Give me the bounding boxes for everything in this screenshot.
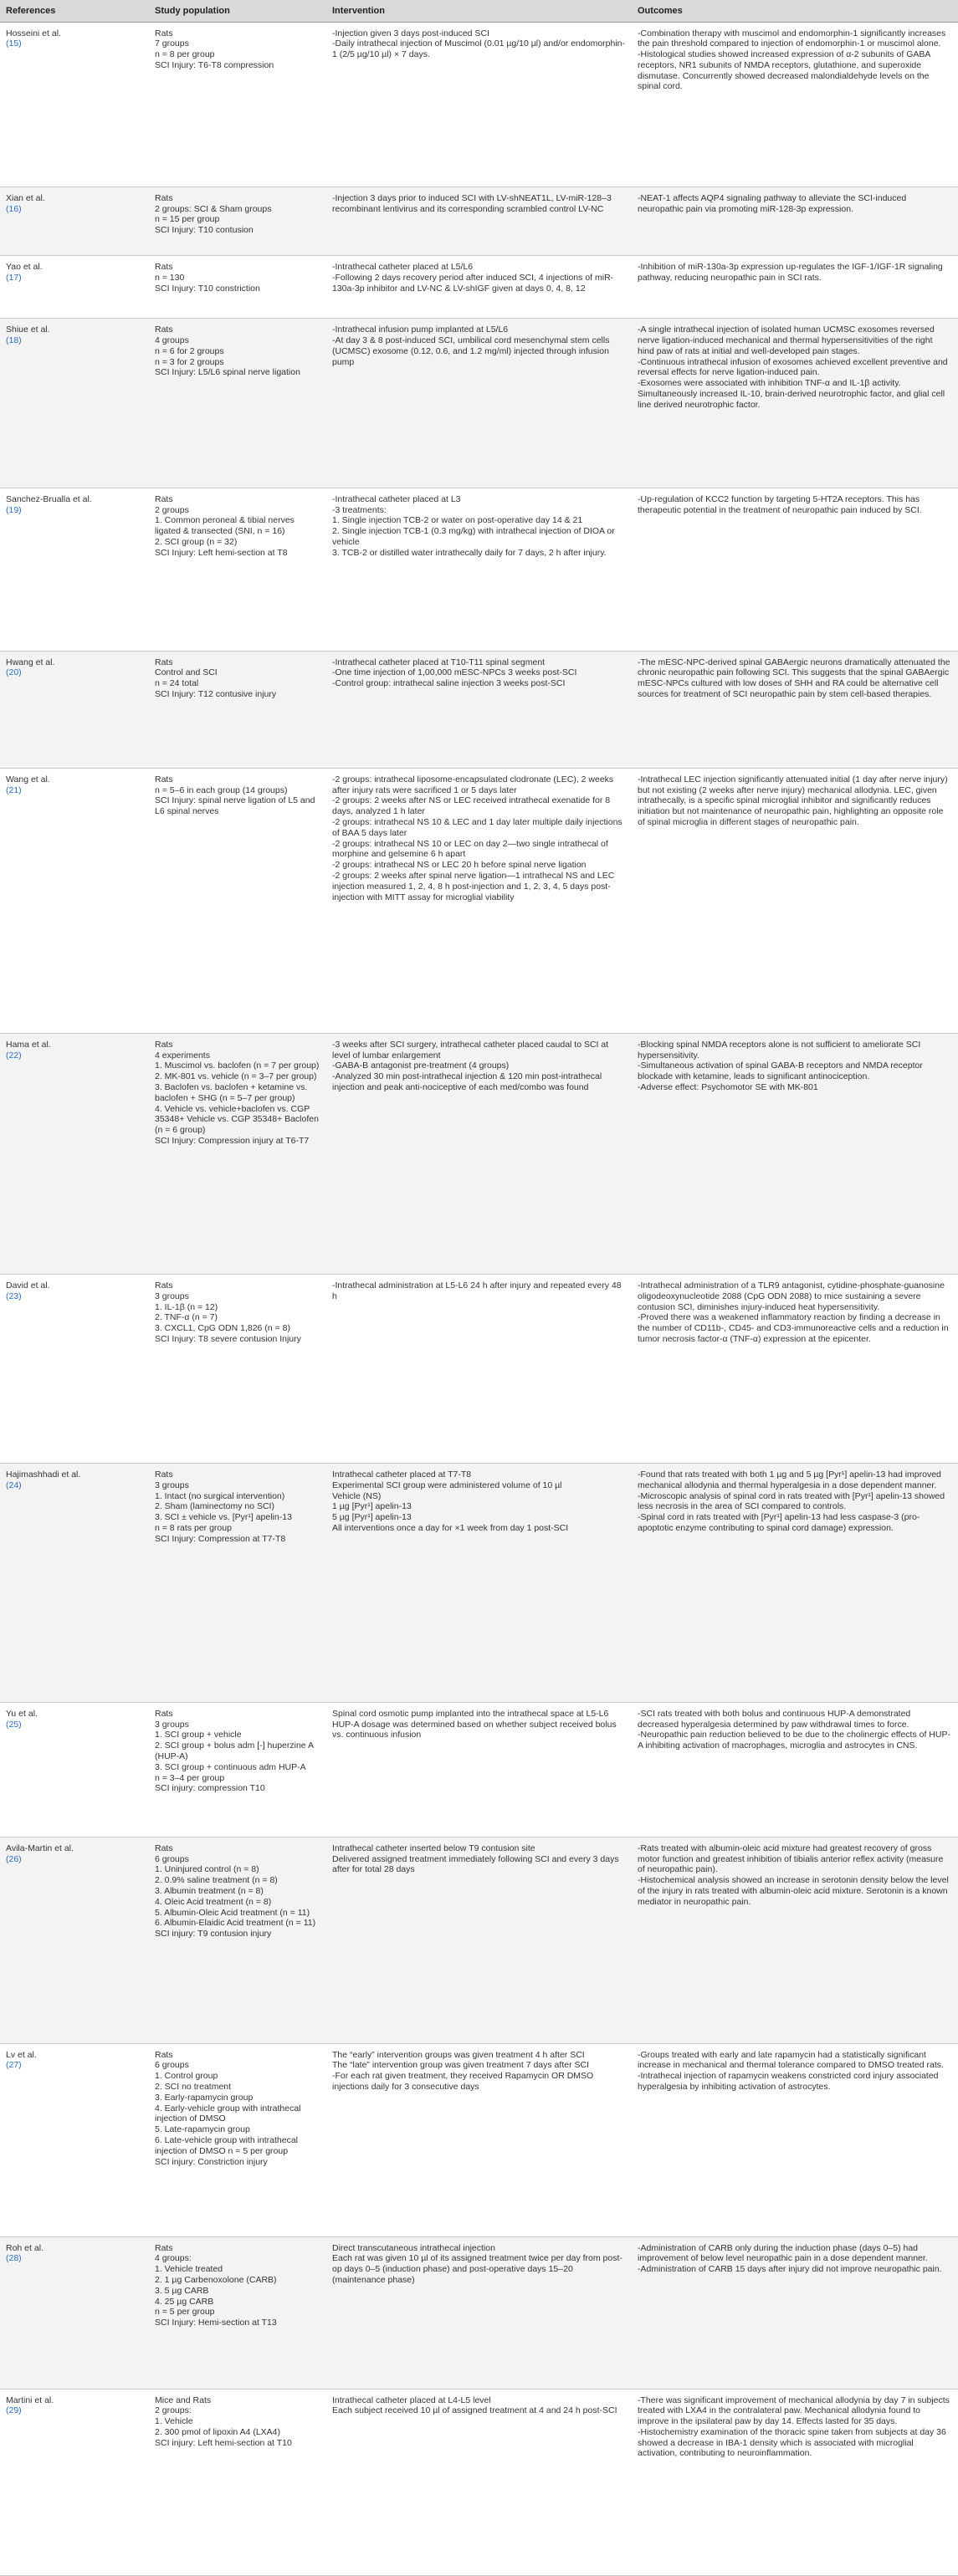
population-cell	[149, 768, 326, 1033]
population-cell	[149, 2043, 326, 2236]
reference-cell	[0, 2236, 149, 2389]
population-cell	[149, 1464, 326, 1703]
intervention-line: -Intrathecal catheter placed at L3	[332, 493, 461, 504]
reference-citation-link[interactable]: (22)	[6, 1050, 22, 1061]
population-line: 1. Uninjured control (n = 8)	[155, 1864, 259, 1875]
population-line: n = 130	[155, 272, 185, 283]
population-line: Rats	[155, 2049, 173, 2060]
outcomes-cell	[632, 2043, 958, 2236]
outcomes-cell	[632, 255, 958, 318]
population-line: 4. 25 µg CARB	[155, 2296, 214, 2307]
outcomes-line: -Up-regulation of KCC2 function by targeting 5-HT2A receptors. This has therapeutic potential in the treatment of neuropathic pain induced by SCI.	[638, 493, 922, 515]
reference-name: Yao et al.	[6, 261, 43, 272]
intervention-line: -Intrathecal administration at L5-L6 24 h after injury and repeated every 48 h	[332, 1280, 622, 1301]
population-line: 3 groups	[155, 1291, 189, 1301]
intervention-line: -GABA-B antagonist pre-treatment (4 groups)	[332, 1061, 510, 1071]
population-cell	[149, 1702, 326, 1837]
intervention-cell	[326, 1033, 632, 1274]
reference-citation-link[interactable]: (25)	[6, 1719, 22, 1730]
intervention-line: -Daily intrathecal injection of Muscimol (0.01 µg/10 µl) and/or endomorphin-1 (2/5 µg/10 µl) × 7 days.	[332, 38, 626, 60]
population-cell	[149, 1837, 326, 2043]
intervention-line: -Control group: intrathecal saline injection 3 weeks post-SCI	[332, 678, 566, 689]
outcomes-line: -Adverse effect: Psychomotor SE with MK-801	[638, 1081, 818, 1092]
table-header	[0, 0, 958, 22]
reference-cell	[0, 1275, 149, 1464]
table-row	[0, 1464, 958, 1703]
intervention-line: -2 groups: intrathecal NS 10 & LEC and 1 day later multiple daily injections of BAA 5 days later	[332, 817, 622, 838]
intervention-cell	[326, 1837, 632, 2043]
intervention-cell	[326, 187, 632, 255]
outcomes-line: -Histochemistry examination of the thoracic spine taken from subjects at day 36 showed a decrease in IBA-1 density which is associated with microglial activation, contributing to neuroinflammation.	[638, 2426, 946, 2459]
intervention-line: -Analyzed 30 min post-intrathecal injection & 120 min post-intrathecal injection and peak anti-nociceptive of each med/combo was found	[332, 1071, 602, 1092]
population-line: Rats	[155, 1039, 173, 1050]
reference-citation-link[interactable]: (20)	[6, 667, 22, 678]
reference-cell	[0, 2389, 149, 2576]
population-line: 3. 5 µg CARB	[155, 2285, 209, 2296]
outcomes-line: -Spinal cord in rats treated with [Pyr¹] apelin-13 had less caspase-3 (pro-apoptotic enzyme contributing to spinal cord damage) expression.	[638, 1512, 920, 1534]
outcomes-line: -Histological studies showed increased expression of α-2 subunits of GABA receptors, NR1 subunits of NMDA receptors, glutathione, and superoxide dismutase. Concurrently showed decreased malondialdehyde levels on the spinal cord.	[638, 49, 930, 92]
reference-citation-link[interactable]: (15)	[6, 38, 22, 49]
reference-cell	[0, 255, 149, 318]
population-cell	[149, 1275, 326, 1464]
population-line: n = 6 for 2 groups	[155, 345, 224, 356]
population-line: 4 groups:	[155, 2253, 192, 2264]
table-row	[0, 2389, 958, 2576]
outcomes-cell	[632, 1464, 958, 1703]
population-line: Rats	[155, 261, 173, 272]
outcomes-line: -Histochemical analysis showed an increase in serotonin density below the level of the injury in rats treated with albumin-oleic acid mixture. Serotonin is a known mediator in neuropathic pain.	[638, 1875, 949, 1907]
intervention-line: Direct transcutaneous intrathecal injection	[332, 2242, 495, 2253]
population-cell	[149, 187, 326, 255]
intervention-line: -2 groups: 2 weeks after NS or LEC received intrathecal exenatide for 8 days, analyzed 1 h later	[332, 795, 611, 817]
intervention-line: The “early” intervention groups was given treatment 4 h after SCI	[332, 2049, 585, 2060]
population-line: 4 experiments	[155, 1050, 210, 1061]
population-line: SCI Injury: Hemi-section at T13	[155, 2318, 277, 2328]
population-line: SCI injury: Left hemi-section at T10	[155, 2437, 292, 2448]
reference-citation-link[interactable]: (16)	[6, 203, 22, 214]
reference-name: Sanchez-Brualla et al.	[6, 493, 92, 504]
intervention-line: Each rat was given 10 µl of its assigned treatment twice per day from post-op days 0–5 (induction phase) and post-operative days 15–20 (maintenance phase)	[332, 2253, 622, 2286]
reference-cell	[0, 2043, 149, 2236]
population-line: 6. Late-vehicle group with intrathecal injection of DMSO n = 5 per group	[155, 2134, 299, 2156]
table-row	[0, 1702, 958, 1837]
intervention-line: Each subject received 10 µl of assigned treatment at 4 and 24 h post-SCI	[332, 2405, 617, 2416]
reference-name: Hama et al.	[6, 1039, 51, 1050]
population-line: Rats	[155, 2242, 173, 2253]
reference-name: Roh et al.	[6, 2242, 44, 2253]
outcomes-line: -Inhibition of miR-130a-3p expression up-regulates the IGF-1/IGF-1R signaling pathway, reducing neuropathic pain in SCI rats.	[638, 261, 943, 283]
population-line: 6. Albumin-Elaidic Acid treatment (n = 11)	[155, 1918, 316, 1929]
population-cell	[149, 22, 326, 187]
outcomes-line: -Microscopic analysis of spinal cord in rats treated with [Pyr¹] apelin-13 showed less necrosis in the area of SCI compared to controls.	[638, 1490, 945, 1512]
reference-cell	[0, 651, 149, 768]
reference-citation-link[interactable]: (19)	[6, 504, 22, 515]
outcomes-line: -SCI rats treated with both bolus and continuous HUP-A demonstrated decreased hyperalgesia determined by paw withdrawal times to force.	[638, 1708, 911, 1730]
reference-cell	[0, 488, 149, 651]
table-row	[0, 319, 958, 488]
outcomes-line: -Administration of CARB only during the induction phase (days 0–5) had improvement of below level neuropathic pain in a dose dependent manner.	[638, 2242, 928, 2264]
population-line: Control and SCI	[155, 667, 218, 678]
reference-citation-link[interactable]: (21)	[6, 785, 22, 795]
reference-name: Wang et al.	[6, 774, 50, 785]
outcomes-line: -Administration of CARB 15 days after injury did not improve neuropathic pain.	[638, 2264, 942, 2275]
intervention-line: -At day 3 & 8 post-induced SCI, umbilical cord mesenchymal stem cells (UCMSC) exosome (0.12, 0.6, and 1.2 mg/ml) injected through infusion pump	[332, 335, 610, 367]
population-cell	[149, 488, 326, 651]
population-line: SCI injury: Constriction injury	[155, 2156, 268, 2167]
population-line: 3. SCI ± vehicle vs. [Pyr¹] apelin-13	[155, 1512, 292, 1523]
header-study-population: Study population	[149, 0, 326, 22]
population-line: 1. Common peroneal & tibial nerves ligated & transected (SNI, n = 16)	[155, 515, 295, 537]
table-row	[0, 1275, 958, 1464]
population-line: 2. 1 µg Carbenoxolone (CARB)	[155, 2275, 277, 2286]
reference-cell	[0, 187, 149, 255]
outcomes-cell	[632, 2236, 958, 2389]
population-line: 3. CXCL1, CpG ODN 1,826 (n = 8)	[155, 1323, 290, 1334]
table-row	[0, 2236, 958, 2389]
intervention-line: Spinal cord osmotic pump implanted into the intrathecal space at L5-L6	[332, 1708, 609, 1719]
population-line: n = 3 for 2 groups	[155, 356, 224, 367]
intervention-line: Intrathecal catheter placed at L4-L5 level	[332, 2395, 491, 2405]
reference-citation-link[interactable]: (26)	[6, 1853, 22, 1864]
intervention-line: -Intrathecal catheter placed at L5/L6	[332, 261, 474, 272]
header-references: References	[0, 0, 149, 22]
reference-citation-link[interactable]: (17)	[6, 272, 22, 283]
intervention-line: 1 µg [Pyr¹] apelin-13	[332, 1501, 412, 1512]
population-line: 2. SCI group + bolus adm [-] huperzine A (HUP-A)	[155, 1740, 314, 1761]
population-line: n = 5 per group	[155, 2307, 215, 2318]
population-line: 2. 0.9% saline treatment (n = 8)	[155, 1875, 278, 1886]
intervention-line: Experimental SCI group were administered volume of 10 µl	[332, 1480, 562, 1490]
reference-name: Xian et al.	[6, 192, 45, 203]
reference-name: Hosseini et al.	[6, 28, 61, 38]
reference-cell	[0, 768, 149, 1033]
outcomes-line: -Continuous intrathecal infusion of exosomes achieved excellent preventive and reversal effects for nerve ligation-induced pain.	[638, 356, 948, 378]
reference-name: Hajimashhadi et al.	[6, 1469, 81, 1480]
population-line: Rats	[155, 28, 173, 38]
population-line: 2 groups	[155, 504, 189, 515]
reference-name: David et al.	[6, 1280, 50, 1291]
outcomes-cell	[632, 319, 958, 488]
intervention-cell	[326, 651, 632, 768]
table-row	[0, 255, 958, 318]
population-line: 2. SCI group (n = 32)	[155, 537, 238, 548]
intervention-line: Delivered assigned treatment immediately following SCI and every 3 days after for total 28 days	[332, 1853, 619, 1875]
intervention-line: -3 weeks after SCI surgery, intrathecal catheter placed caudal to SCI at level of lumbar enlargement	[332, 1039, 609, 1061]
population-line: Mice and Rats	[155, 2395, 212, 2405]
reference-name: Avila-Martin et al.	[6, 1843, 74, 1853]
intervention-line: The “late” intervention group was given treatment 7 days after SCI	[332, 2060, 589, 2071]
reference-citation-link[interactable]: (23)	[6, 1291, 22, 1301]
intervention-cell	[326, 2389, 632, 2576]
reference-cell	[0, 22, 149, 187]
population-line: Rats	[155, 1843, 173, 1853]
outcomes-line: -A single intrathecal injection of isolated human UCMSC exosomes reversed nerve ligation-induced mechanical and thermal hypersensitivities of the right hind paw of rats at initial and well-developed pain stages.	[638, 325, 935, 356]
reference-cell	[0, 1702, 149, 1837]
population-line: n = 8 per group	[155, 49, 215, 60]
population-line: SCI Injury: T6-T8 compression	[155, 59, 274, 70]
population-line: SCI Injury: T8 severe contusion Injury	[155, 1334, 301, 1345]
population-line: Rats	[155, 774, 173, 785]
outcomes-cell	[632, 1275, 958, 1464]
population-line: 3. Baclofen vs. baclofen + ketamine vs. baclofen + SHG (n = 5–7 per group)	[155, 1081, 308, 1103]
population-line: n = 3–4 per group	[155, 1772, 225, 1783]
outcomes-line: -NEAT-1 affects AQP4 signaling pathway to alleviate the SCI-induced neuropathic pain via promoting miR-128-3p expression.	[638, 192, 907, 214]
intervention-line: -For each rat given treatment, they received Rapamycin OR DMSO injections daily for 3 consecutive days	[332, 2071, 594, 2092]
intervention-line: HUP-A dosage was determined based on whether subject received bolus vs. continuous infusion	[332, 1719, 617, 1740]
population-line: SCI Injury: Compression at T7-T8	[155, 1533, 286, 1544]
population-cell	[149, 319, 326, 488]
population-line: 1. Intact (no surgical intervention)	[155, 1490, 285, 1501]
population-line: 3. SCI group + continuous adm HUP-A	[155, 1761, 306, 1772]
intervention-cell	[326, 1275, 632, 1464]
intervention-line: -3 treatments:	[332, 504, 387, 515]
reference-citation-link[interactable]: (27)	[6, 2060, 22, 2071]
population-line: 2 groups: SCI & Sham groups	[155, 203, 272, 214]
intervention-line: 1. Single injection TCB-2 or water on post-operative day 14 & 21	[332, 515, 583, 526]
population-line: 3. Albumin treatment (n = 8)	[155, 1885, 264, 1896]
outcomes-line: -Groups treated with early and late rapamycin had a statistically significant increase in mechanical and thermal tolerance compared to DMSO treated rats.	[638, 2049, 944, 2071]
population-line: Rats	[155, 1708, 173, 1719]
intervention-line: 3. TCB-2 or distilled water intrathecally daily for 7 days, 2 h after injury.	[332, 547, 607, 558]
intervention-line: -Injection 3 days prior to induced SCI with LV-shNEAT1L, LV-miR-128–3 recombinant lentivirus and its corresponding scrambled control LV-NC	[332, 192, 612, 214]
table-row	[0, 22, 958, 187]
intervention-line: -Intrathecal catheter placed at T10-T11 spinal segment	[332, 657, 546, 667]
intervention-line: 5 µg [Pyr¹] apelin-13	[332, 1512, 412, 1523]
reference-citation-link[interactable]: (29)	[6, 2405, 22, 2416]
population-line: 1. Vehicle	[155, 2416, 193, 2427]
intervention-line: Intrathecal catheter placed at T7-T8	[332, 1469, 472, 1480]
intervention-cell	[326, 768, 632, 1033]
population-line: SCI injury: compression T10	[155, 1783, 265, 1794]
reference-citation-link[interactable]: (18)	[6, 335, 22, 346]
outcomes-cell	[632, 488, 958, 651]
outcomes-cell	[632, 22, 958, 187]
outcomes-line: -Intrathecal LEC injection significantly attenuated initial (1 day after nerve injury) but not existing (2 weeks after nerve injury) mechanical allodynia. LEC, given intrathecally, is a specific spinal microglial inhibitor and significantly reduces initiation but not maintenance of neuropathic pain, highlighting an opposite role of spinal microglia in different stages of neuropathic pain.	[638, 774, 948, 828]
population-cell	[149, 2236, 326, 2389]
table-row	[0, 1837, 958, 2043]
population-line: 6 groups	[155, 2060, 189, 2071]
intervention-cell	[326, 2043, 632, 2236]
population-line: n = 5–6 in each group (14 groups)	[155, 785, 288, 795]
intervention-line: All interventions once a day for ×1 week from day 1 post-SCI	[332, 1523, 569, 1534]
population-line: n = 15 per group	[155, 214, 220, 225]
population-line: 1. IL-1β (n = 12)	[155, 1301, 218, 1312]
population-line: 1. Vehicle treated	[155, 2264, 223, 2275]
outcomes-cell	[632, 1033, 958, 1274]
table-body	[0, 22, 958, 2576]
outcomes-cell	[632, 1837, 958, 2043]
header-row	[0, 0, 958, 22]
population-line: 2. TNF-α (n = 7)	[155, 1312, 218, 1323]
population-line: Rats	[155, 325, 173, 335]
population-line: 1. SCI group + vehicle	[155, 1730, 242, 1740]
population-line: 2. Sham (laminectomy no SCI)	[155, 1501, 274, 1512]
population-line: 4. Early-vehicle group with intrathecal injection of DMSO	[155, 2103, 301, 2124]
reference-cell	[0, 1033, 149, 1274]
outcomes-line: -Found that rats treated with both 1 µg and 5 µg [Pyr¹] apelin-13 had improved mechanical allodynia and thermal hyperalgesia in a dose dependent manner.	[638, 1469, 941, 1490]
intervention-cell	[326, 2236, 632, 2389]
population-line: Rats	[155, 192, 173, 203]
table-row	[0, 488, 958, 651]
population-line: Rats	[155, 1469, 173, 1480]
outcomes-line: -Combination therapy with muscimol and endomorphin-1 significantly increases the pain threshold compared to injection of endomorphin-1 or muscimol alone.	[638, 28, 946, 49]
population-line: SCI Injury: L5/L6 spinal nerve ligation	[155, 367, 300, 378]
reference-name: Hwang et al.	[6, 657, 55, 667]
intervention-line: -2 groups: 2 weeks after spinal nerve ligation—1 intrathecal NS and LEC injection measured 1, 2, 4, 8 h post-injection and 1, 2, 3, 4, 5 days post-injection with MITT assay for microglial viability	[332, 871, 615, 902]
outcomes-cell	[632, 187, 958, 255]
population-line: 3. Early-rapamycin group	[155, 2092, 254, 2103]
population-cell	[149, 255, 326, 318]
population-line: Rats	[155, 1280, 173, 1291]
intervention-line: Vehicle (NS)	[332, 1490, 382, 1501]
population-line: SCI Injury: spinal nerve ligation of L5 and L6 spinal nerves	[155, 795, 315, 817]
population-line: 3 groups	[155, 1480, 189, 1490]
reference-name: Martini et al.	[6, 2395, 54, 2405]
population-line: 2. 300 pmol of lipoxin A4 (LXA4)	[155, 2426, 281, 2437]
table-row	[0, 187, 958, 255]
population-line: SCI Injury: T10 constriction	[155, 283, 260, 294]
intervention-cell	[326, 1464, 632, 1703]
outcomes-cell	[632, 768, 958, 1033]
population-line: 6 groups	[155, 1853, 189, 1864]
population-line: SCI injury: T9 contusion injury	[155, 1929, 272, 1940]
reference-name: Lv et al.	[6, 2049, 37, 2060]
outcomes-line: -Blocking spinal NMDA receptors alone is not sufficient to ameliorate SCI hypersensitivity.	[638, 1039, 921, 1061]
population-line: 2. SCI no treatment	[155, 2081, 232, 2092]
outcomes-line: -Intrathecal injection of rapamycin weakens constricted cord injury associated hyperalgesia by inhibiting activation of astrocytes.	[638, 2071, 939, 2092]
population-line: n = 24 total	[155, 678, 199, 689]
population-line: 4. Oleic Acid treatment (n = 8)	[155, 1896, 272, 1907]
intervention-cell	[326, 255, 632, 318]
population-line: 1. Control group	[155, 2071, 218, 2082]
population-cell	[149, 651, 326, 768]
outcomes-line: -Intrathecal administration of a TLR9 antagonist, cytidine-phosphate-guanosine oligodeoxynucleotide 2088 (CpG ODN 2088) to mice sustaining a severe contusion SCI, diminishes injury-induced heat hypersensitivity.	[638, 1280, 945, 1312]
table-row	[0, 2043, 958, 2236]
population-line: 2. MK-801 vs. vehicle (n = 3–7 per group)	[155, 1071, 317, 1082]
outcomes-line: -Simultaneous activation of spinal GABA-B receptors and NMDA receptor blockade with ketamine, leads to significant antinociception.	[638, 1061, 923, 1082]
population-line: 1. Muscimol vs. baclofen (n = 7 per group)	[155, 1061, 320, 1071]
intervention-line: -2 groups: intrathecal liposome-encapsulated clodronate (LEC), 2 weeks after injury rats were sacrificed 1 or 5 days later	[332, 774, 614, 795]
intervention-line: -Following 2 days recovery period after induced SCI, 4 injections of miR-130a-3p inhibitor and LV-NC & LV-shIGF given at days 0, 4, 8, 12	[332, 272, 614, 294]
population-line: n = 8 rats per group	[155, 1523, 232, 1534]
intervention-cell	[326, 488, 632, 651]
intervention-cell	[326, 319, 632, 488]
outcomes-line: -Rats treated with albumin-oleic acid mixture had greatest recovery of gross motor function and greatest inhibition of tibialis anterior reflex activity (measure of neuropathic pain).	[638, 1843, 944, 1875]
outcomes-cell	[632, 1702, 958, 1837]
population-line: 4. Vehicle vs. vehicle+baclofen vs. CGP 35348+ Vehicle vs. CGP 35348+ Baclofen (n = 6 group)	[155, 1103, 319, 1136]
outcomes-cell	[632, 651, 958, 768]
intervention-line: 2. Single injection TCB-1 (0.3 mg/kg) with intrathecal injection of DIOA or vehicle	[332, 526, 615, 548]
intervention-cell	[326, 22, 632, 187]
outcomes-cell	[632, 2389, 958, 2576]
outcomes-line: -The mESC-NPC-derived spinal GABAergic neurons dramatically attenuated the chronic neuropathic pain following SCI. This suggests that the spinal GABAergic mESC-NPCs cultured with low doses of SHH and RA could be alternative cell sources for treatment of SCI neuropathic pain by stem cell-based therapies.	[638, 657, 950, 700]
population-line: SCI Injury: Compression injury at T6-T7	[155, 1135, 310, 1146]
outcomes-line: -Proved there was a weakened inflammatory reaction by finding a decrease in the number of CD11b-, CD45- and CD3-immunoreactive cells and a reduction in tumor necrosis factor-α (TNF-α) expression at the epicenter.	[638, 1312, 949, 1345]
population-line: SCI Injury: Left hemi-section at T8	[155, 547, 288, 558]
population-line: SCI Injury: T10 contusion	[155, 225, 254, 236]
population-line: 7 groups	[155, 38, 189, 49]
intervention-line: Intrathecal catheter inserted below T9 contusion site	[332, 1843, 535, 1853]
population-line: SCI Injury: T12 contusive injury	[155, 689, 277, 700]
reference-cell	[0, 1464, 149, 1703]
reference-name: Yu et al.	[6, 1708, 38, 1719]
population-line: 2 groups:	[155, 2405, 192, 2416]
reference-cell	[0, 1837, 149, 2043]
table-row	[0, 1033, 958, 1274]
intervention-cell	[326, 1702, 632, 1837]
table-row	[0, 768, 958, 1033]
population-line: 4 groups	[155, 335, 189, 346]
reference-citation-link[interactable]: (24)	[6, 1480, 22, 1490]
header-intervention: Intervention	[326, 0, 632, 22]
population-line: 3 groups	[155, 1719, 189, 1730]
reference-name: Shiue et al.	[6, 325, 50, 335]
intervention-line: -2 groups: intrathecal NS or LEC 20 h before spinal nerve ligation	[332, 860, 587, 871]
outcomes-line: -Exosomes were associated with inhibition TNF-α and IL-1β activity. Simultaneously increased IL-10, brain-derived neurotrophic factor, and glial cell line derived neurotrophic factor.	[638, 378, 945, 410]
reference-cell	[0, 319, 149, 488]
intervention-line: -One time injection of 1,00,000 mESC-NPCs 3 weeks post-SCI	[332, 667, 577, 678]
population-line: Rats	[155, 657, 173, 667]
table-row	[0, 651, 958, 768]
intervention-line: -Injection given 3 days post-induced SCI	[332, 28, 489, 38]
population-cell	[149, 2389, 326, 2576]
population-cell	[149, 1033, 326, 1274]
header-outcomes: Outcomes	[632, 0, 958, 22]
intervention-line: -2 groups: intrathecal NS 10 or LEC on day 2—two single intrathecal of morphine and gelsemine 6 h apart	[332, 838, 608, 860]
reference-citation-link[interactable]: (28)	[6, 2253, 22, 2264]
intervention-line: -Intrathecal infusion pump implanted at L5/L6	[332, 325, 509, 335]
outcomes-line: -Neuropathic pain reduction believed to be due to the cholinergic effects of HUP-A inhibiting activation of macrophages, microglia and astrocytes in CNS.	[638, 1730, 950, 1751]
population-line: 5. Albumin-Oleic Acid treatment (n = 11)	[155, 1907, 310, 1918]
outcomes-line: -There was significant improvement of mechanical allodynia by day 7 in subjects treated with LXA4 in the contralateral paw. Mechanical allodynia found to improve in the ipsilateral paw by day 14. Effects lasted for 35 days.	[638, 2395, 950, 2427]
population-line: 5. Late-rapamycin group	[155, 2124, 250, 2135]
population-line: Rats	[155, 493, 173, 504]
